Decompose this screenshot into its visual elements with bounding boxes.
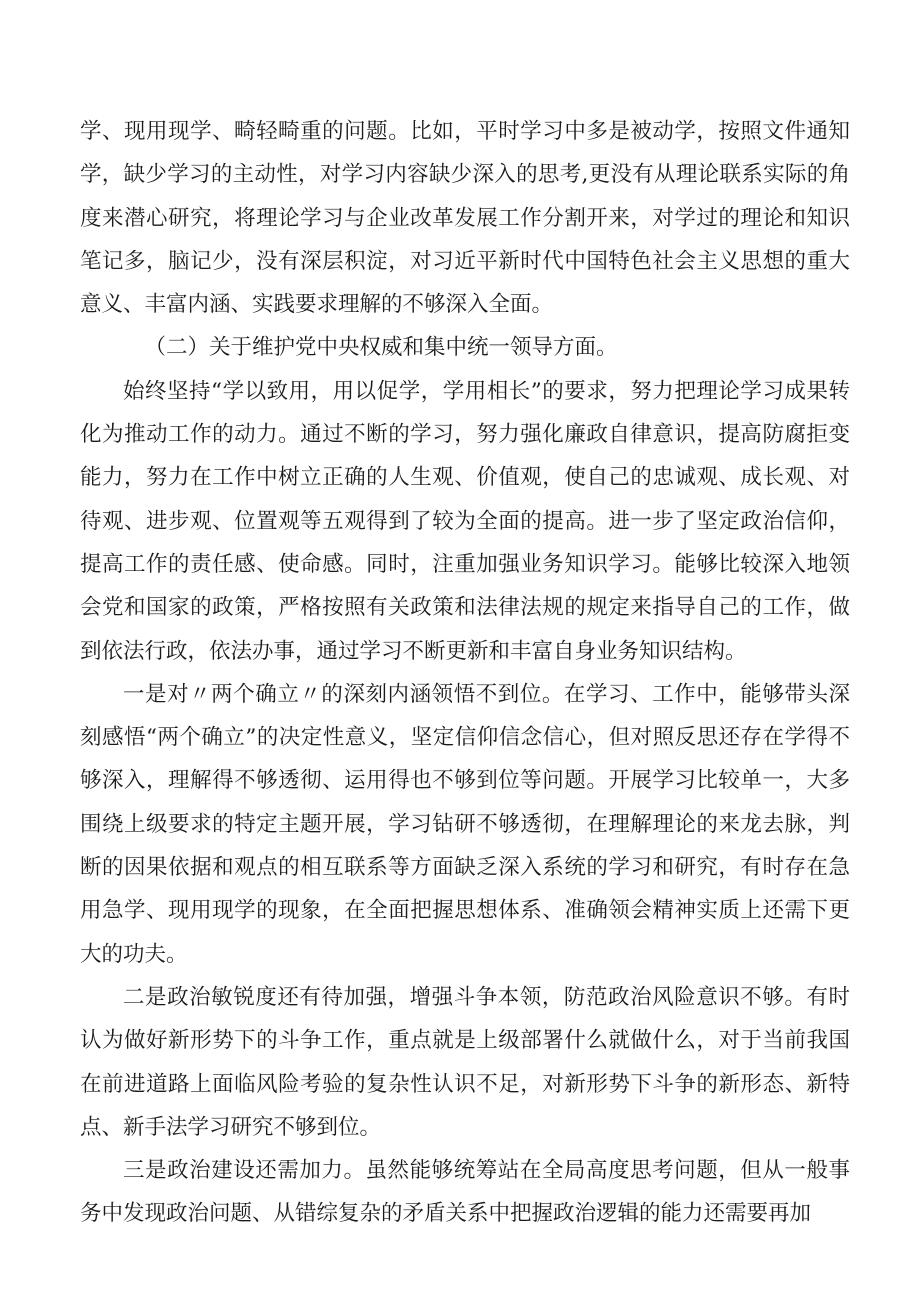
- paragraph-continuation: 学、现用现学、畸轻畸重的问题。比如，平时学习中多是被动学，按照文件通知学，缺少学习的主动性，对学习内容缺少深入的思考,更没有从理论联系实际的角度来潜心研究，将理论学习与企业改革发展工作分割开来，对学过的理论和知识笔记多，脑记少，没有深层积淀，对习近平新时代中国特色社会主义思想的重大意义、丰富内涵、实践要求理解的不够深入全面。: [80, 119, 850, 318]
- paragraph-point-one: 一是对〃两个确立〃的深刻内涵领悟不到位。在学习、工作中，能够带头深刻感悟“两个确立”的决定性意义，坚定信仰信念信心，但对照反思还存在学得不够深入，理解得不够透彻、运用得也不够到位等问题。开展学习比较单一，大多围绕上级要求的特定主题开展，学习钻研不够透彻，在理解理论的来龙去脉，判断的因果依据和观点的相互联系等方面缺乏深入系统的学习和研究，有时存在急用急学、现用现学的现象，在全面把握思想体系、准确领会精神实质上还需下更大的功夫。: [80, 681, 850, 967]
- paragraph: 始终坚持“学以致用，用以促学，学用相长”的要求，努力把理论学习成果转化为推动工作的动力。通过不断的学习，努力强化廉政自律意识，提高防腐拒变能力，努力在工作中树立正确的人生观、价值观，使自己的忠诚观、成长观、对待观、进步观、位置观等五观得到了较为全面的提高。进一步了坚定政治信仰，提高工作的责任感、使命感。同时，注重加强业务知识学习。能够比较深入地领会党和国家的政策，严格按照有关政策和法律法规的规定来指导自己的工作，做到依法行政，依法办事，通过学习不断更新和丰富自身业务知识结构。: [80, 378, 850, 664]
- document-body: [80, 110, 850, 1236]
- section-heading: （二）关于维护党中央权威和集中统一领导方面。: [144, 335, 618, 361]
- paragraph-point-three: 三是政治建设还需加力。虽然能够统筹站在全局高度思考问题，但从一般事务中发现政治问题、从错综复杂的矛盾关系中把握政治逻辑的能力还需要再加: [80, 1158, 850, 1227]
- paragraph-point-two: 二是政治敏锐度还有待加强，增强斗争本领，防范政治风险意识不够。有时认为做好新形势下的斗争工作，重点就是上级部署什么就做什么，对于当前我国在前进道路上面临风险考验的复杂性认识不足，对新形势下斗争的新形态、新特点、新手法学习研究不够到位。: [80, 984, 850, 1140]
